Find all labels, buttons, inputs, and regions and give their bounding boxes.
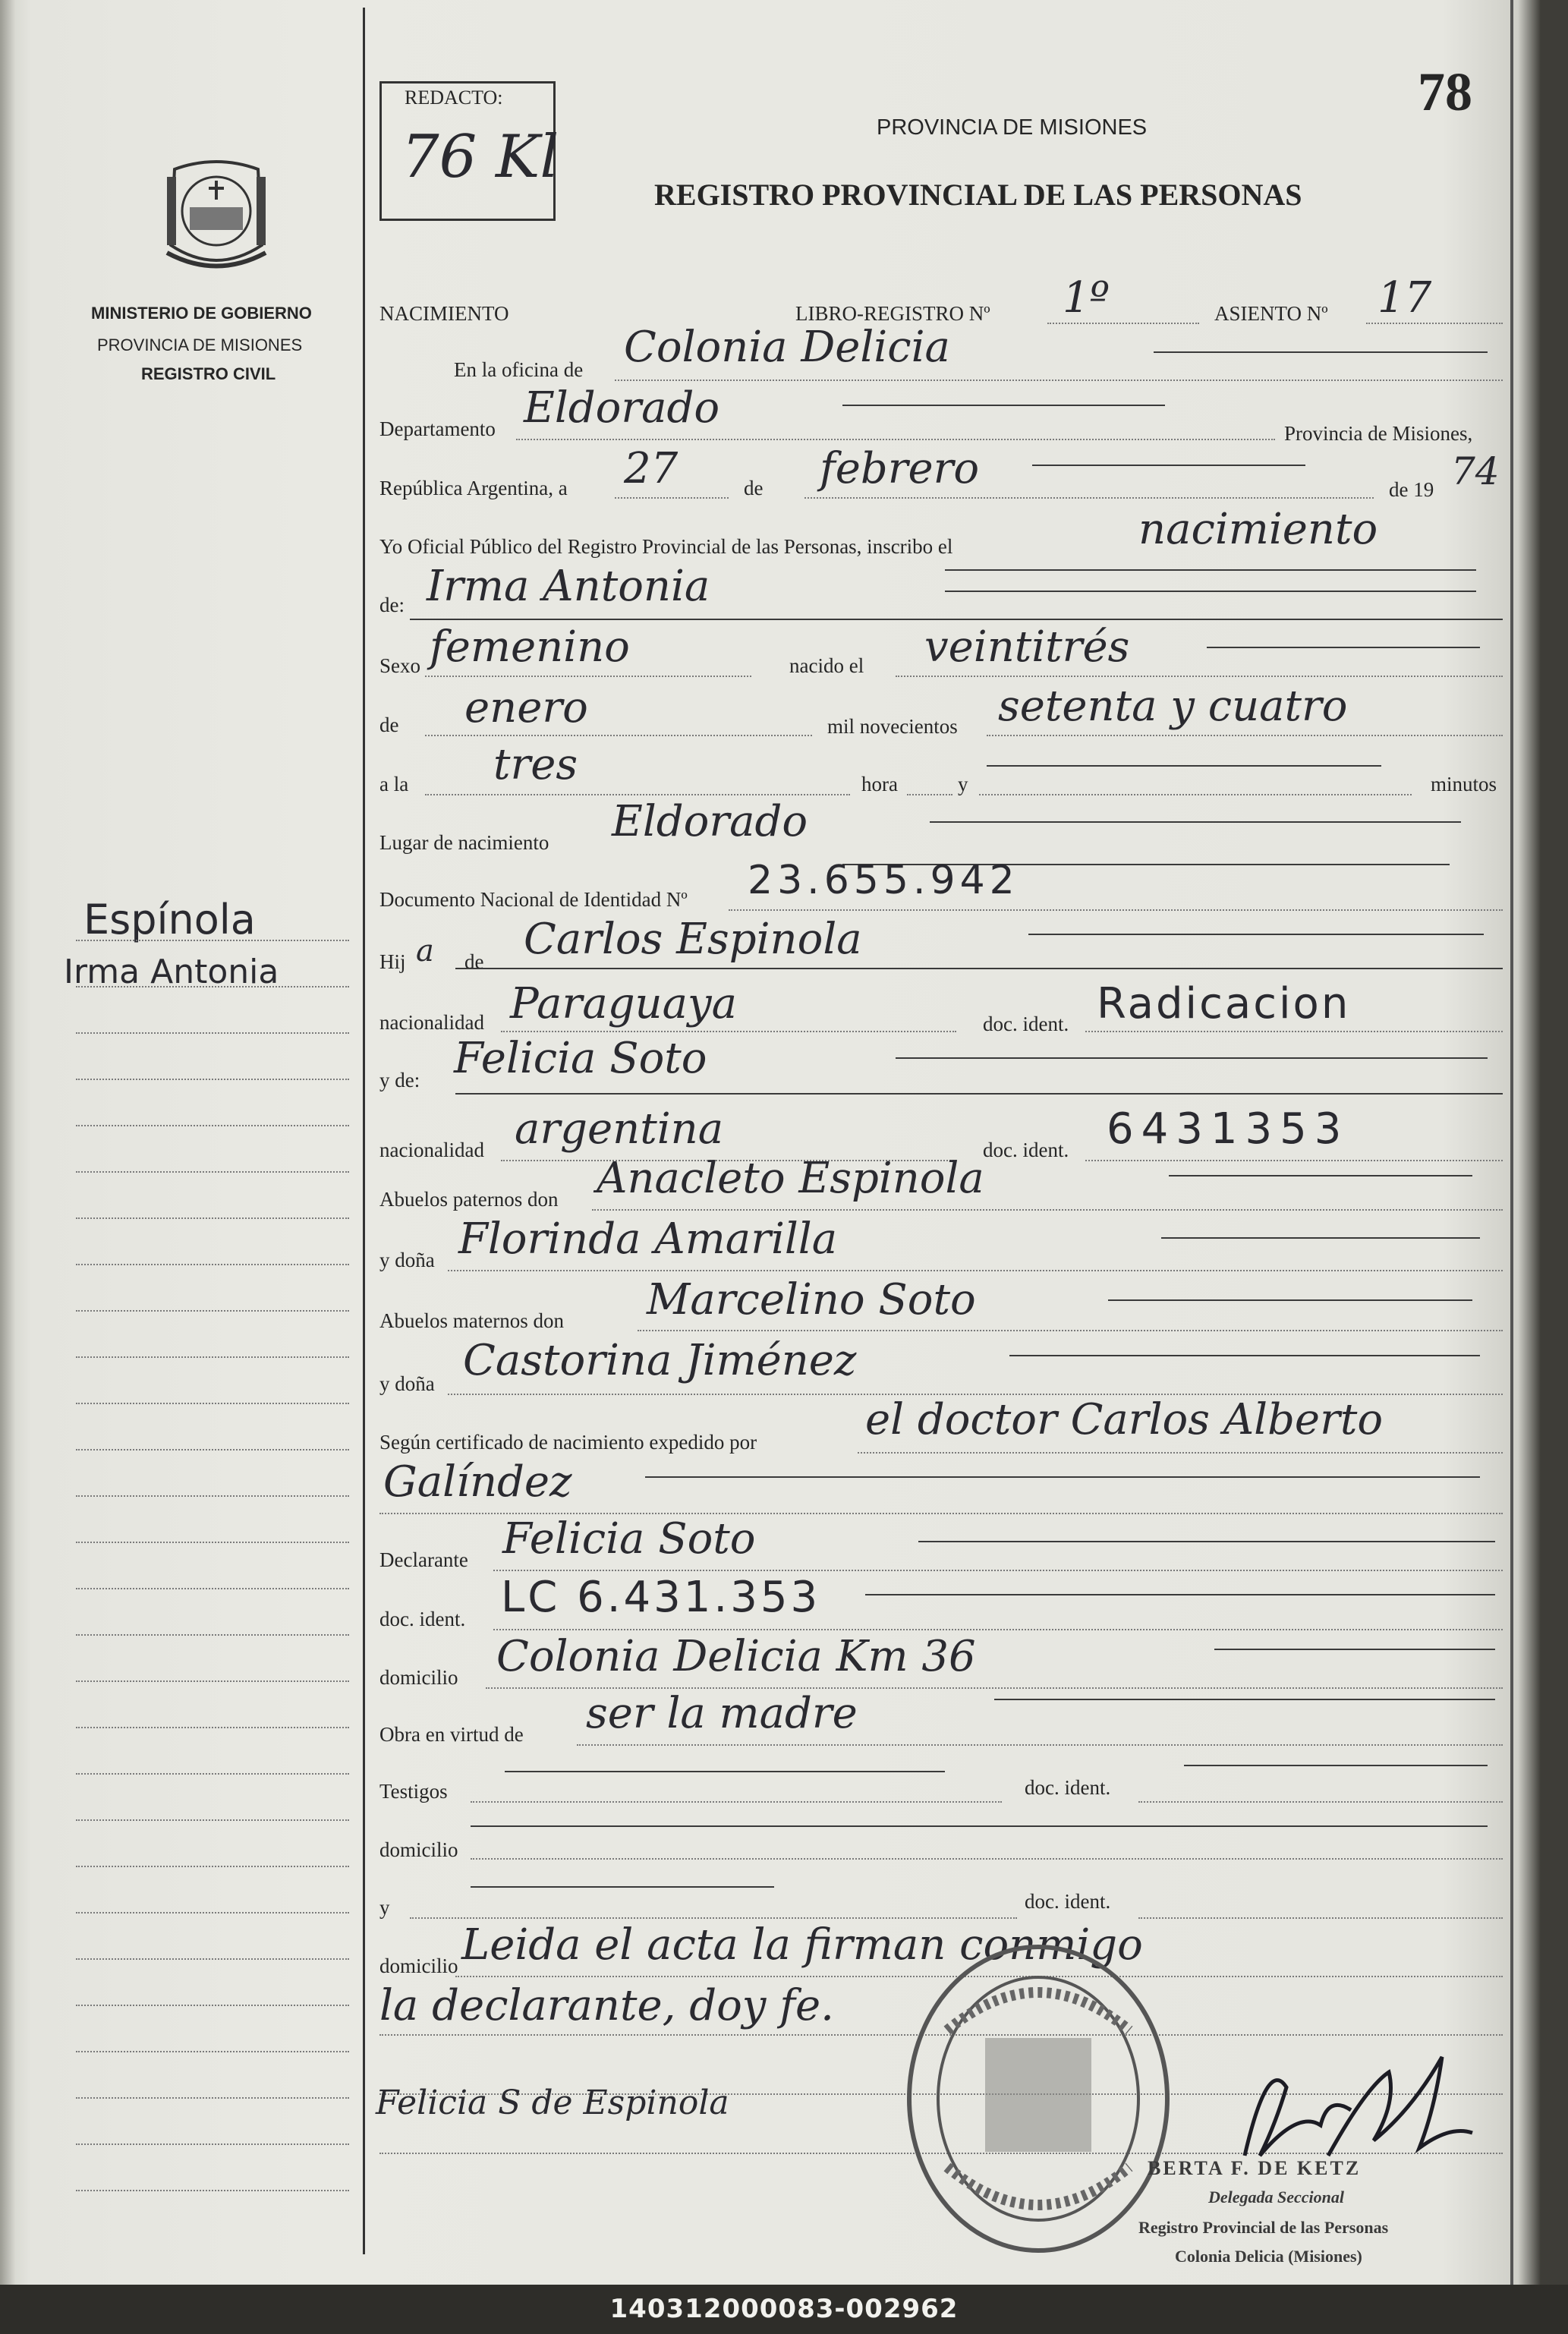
rule-certificado-2 [645, 1476, 1480, 1478]
dots-testigos [471, 1801, 1002, 1803]
rule-abuela-pat [1161, 1237, 1480, 1239]
rule-domicilio [1214, 1649, 1495, 1650]
index-line [76, 1171, 349, 1173]
label-documento: Documento Nacional de Identidad Nº [379, 888, 688, 911]
provincial-emblem-icon [159, 154, 273, 279]
sidebar-civil: REGISTRO CIVIL [141, 364, 276, 383]
label-nacionalidad-padre: nacionalidad [379, 1011, 484, 1034]
label-y-dona-mat: y doña [379, 1372, 435, 1395]
value-abuelo-pat: Anacleto Espinola [597, 1154, 984, 1203]
label-doc-ident-declarante: doc. ident. [379, 1608, 466, 1630]
index-line [76, 1680, 349, 1682]
redacto-value: 76 Kl [401, 123, 559, 191]
index-line [76, 1125, 349, 1126]
index-line [76, 1866, 349, 1867]
margin-divider [363, 8, 365, 2254]
value-hij-suffix: a [416, 934, 434, 969]
label-a-la: a la [379, 773, 409, 795]
rule-obra [994, 1699, 1495, 1700]
rule-domicilio-testigo [471, 1825, 1488, 1827]
dots-declarante [493, 1570, 1503, 1571]
value-padre: Carlos Espinola [524, 915, 862, 964]
value-abuelo-mat: Marcelino Soto [647, 1275, 976, 1324]
rule-madre-1 [896, 1057, 1488, 1059]
label-departamento: Departamento [379, 417, 496, 440]
rule-declarante [918, 1541, 1495, 1542]
value-declarante: Felicia Soto [502, 1514, 756, 1564]
label-oficina: En la oficina de [454, 358, 584, 381]
rule-padre-2 [455, 968, 1503, 969]
index-line [76, 2190, 349, 2191]
label-minutos: minutos [1431, 773, 1497, 795]
label-abuelos-maternos: Abuelos maternos don [379, 1309, 564, 1332]
value-nac-madre: argentina [515, 1104, 724, 1154]
label-mil-novecientos: mil novecientos [827, 715, 958, 738]
value-domicilio: Colonia Delicia Km 36 [496, 1632, 976, 1681]
index-line [76, 1542, 349, 1543]
dots-abuelo-pat [592, 1209, 1503, 1211]
index-line [76, 1727, 349, 1728]
rule-departamento [842, 405, 1165, 406]
label-y-dona-pat: y doña [379, 1249, 435, 1271]
label-doc-ident-madre: doc. ident. [983, 1139, 1069, 1161]
value-madre: Felicia Soto [454, 1034, 707, 1083]
dots-y-testigo [410, 1917, 1017, 1919]
rule-minutos [987, 765, 1381, 767]
index-line [76, 1403, 349, 1404]
index-line [76, 1356, 349, 1358]
rule-oficina [1154, 351, 1488, 353]
redacto-label: REDACTO: [405, 87, 503, 109]
signature-declarante: Felicia S de Espinola [376, 2084, 729, 2122]
dots-asiento [1366, 323, 1503, 324]
index-line [76, 2143, 349, 2145]
rule-abuelo-pat [1169, 1175, 1472, 1176]
sidebar-ministry: MINISTERIO DE GOBIERNO [91, 304, 312, 323]
label-de19: de 19 [1389, 478, 1434, 501]
label-domicilio-testigo-2: domicilio [379, 1954, 458, 1977]
index-line [76, 1912, 349, 1914]
label-hora: hora [861, 773, 898, 795]
value-doc-declarante: LC 6.431.353 [501, 1573, 821, 1622]
index-surname: Espínola [83, 896, 256, 943]
value-closing-2: la declarante, doy fe. [379, 1981, 834, 2030]
index-line [76, 2005, 349, 2006]
dots-sexo [425, 676, 751, 677]
index-line [76, 1264, 349, 1265]
index-names: Irma Antonia [64, 953, 279, 991]
dots-nac-padre [501, 1031, 956, 1032]
index-line [76, 1495, 349, 1497]
label-nacionalidad-madre: nacionalidad [379, 1139, 484, 1161]
label-testigos: Testigos [379, 1780, 448, 1803]
value-certificado-2: Galíndez [383, 1457, 572, 1507]
header-province: PROVINCIA DE MISIONES [877, 115, 1148, 140]
rule-testigos [505, 1771, 945, 1772]
value-asiento: 17 [1378, 273, 1432, 323]
dots-doc-madre [1085, 1160, 1503, 1161]
label-hij: Hij [379, 950, 406, 973]
dots-obra [577, 1744, 1503, 1746]
rule-abuela-mat [1009, 1355, 1480, 1356]
value-departamento: Eldorado [524, 383, 720, 433]
stamp-role: Delegada Seccional [1208, 2188, 1345, 2206]
value-mes: febrero [820, 444, 980, 493]
label-segun: Según certificado de nacimiento expedido por [379, 1431, 757, 1454]
value-anio-nac: setenta y cuatro [998, 682, 1348, 731]
value-oficina: Colonia Delicia [624, 323, 950, 372]
rule-madre-2 [455, 1093, 1503, 1095]
dots-doc-testigo [1138, 1801, 1503, 1803]
dots-doc-declarante [493, 1629, 1503, 1630]
index-line [76, 2051, 349, 2052]
index-line [76, 1958, 349, 1960]
dots-certificado [858, 1452, 1503, 1454]
rule-nacido-el [1207, 647, 1480, 648]
stamp-name: BERTA F. DE KETZ [1148, 2157, 1362, 2179]
index-line [76, 1588, 349, 1589]
index-line [76, 1217, 349, 1219]
header-registry: REGISTRO PROVINCIAL DE LAS PERSONAS [654, 178, 1302, 212]
dots-anio-nac [987, 735, 1503, 736]
dots-dia [615, 497, 729, 499]
label-domicilio-testigo: domicilio [379, 1838, 458, 1861]
dots-doc-padre [1085, 1031, 1503, 1032]
label-doc-ident-testigo: doc. ident. [1025, 1776, 1111, 1799]
index-line [76, 1310, 349, 1312]
label-de-hij: de [464, 950, 484, 973]
label-abuelos-paternos: Abuelos paternos don [379, 1188, 559, 1211]
dots-dni [729, 909, 1503, 911]
label-doc-ident-testigo-2: doc. ident. [1025, 1890, 1111, 1913]
label-libro: LIBRO-REGISTRO Nº [795, 302, 990, 325]
rule-lugar-1 [930, 821, 1461, 823]
label-y-de: y de: [379, 1069, 420, 1091]
rule-inscribo [945, 569, 1476, 571]
label-asiento: ASIENTO Nº [1214, 302, 1328, 325]
label-yo-oficial: Yo Oficial Público del Registro Provincial de las Personas, inscribo el [379, 535, 953, 558]
label-declarante: Declarante [379, 1548, 468, 1571]
value-doc-madre: 6431353 [1107, 1104, 1349, 1154]
value-sexo: femenino [430, 622, 630, 672]
dots-departamento [516, 439, 1275, 440]
value-closing-1: Leida el acta la firman conmigo [461, 1920, 1143, 1970]
label-obra: Obra en virtud de [379, 1723, 524, 1746]
value-abuela-mat: Castorina Jiménez [463, 1336, 857, 1385]
value-mes-nac: enero [464, 683, 588, 732]
dots-nacido-el [896, 676, 1503, 677]
value-nacido-el: veintitrés [924, 622, 1130, 672]
dots-oficina [615, 380, 1503, 381]
page-right-edge [1510, 0, 1513, 2285]
label-sexo: Sexo [379, 654, 420, 677]
dots-minutos [979, 794, 1412, 795]
dots-abuelo-mat [638, 1330, 1503, 1331]
index-line [76, 940, 349, 941]
index-line [76, 1819, 349, 1821]
rule-y-testigo [471, 1886, 774, 1888]
rule-nombre-1 [945, 591, 1476, 592]
rule-doc-declarante [865, 1594, 1495, 1595]
stamp-office: Registro Provincial de las Personas [1138, 2218, 1389, 2237]
value-inscribo: nacimiento [1138, 505, 1378, 554]
value-dni: 23.655.942 [748, 858, 1019, 903]
value-doc-padre: Radicacion [1097, 979, 1351, 1028]
label-nacimiento: NACIMIENTO [379, 302, 509, 325]
label-de-mes-nac: de [379, 713, 399, 736]
rule-nombre-2 [410, 619, 1503, 620]
value-nombre: Irma Antonia [427, 562, 710, 611]
dots-mes [804, 497, 1374, 499]
dots-libro [1047, 323, 1199, 324]
dots-hora-2 [907, 794, 952, 795]
label-de-colon: de: [379, 594, 405, 616]
page-number: 78 [1418, 61, 1472, 122]
value-anio: 74 [1451, 449, 1500, 493]
label-doc-ident-padre: doc. ident. [983, 1013, 1069, 1035]
stamp-place: Colonia Delicia (Misiones) [1175, 2247, 1362, 2266]
label-de: de [744, 477, 764, 499]
value-dia: 27 [624, 444, 679, 493]
label-provincia: Provincia de Misiones, [1284, 422, 1473, 445]
value-lugar: Eldorado [612, 797, 808, 846]
rule-padre-1 [1028, 934, 1484, 935]
index-line [76, 1079, 349, 1080]
index-line [76, 1634, 349, 1636]
rule-mes [1032, 465, 1305, 466]
index-line [76, 1032, 349, 1034]
dots-mes-nac [425, 735, 812, 736]
footer-id: 140312000083-002962 [609, 2294, 959, 2324]
binding-edge [0, 0, 15, 2285]
label-nacido-el: nacido el [789, 654, 864, 677]
dots-abuela-pat [448, 1270, 1503, 1271]
value-obra: ser la madre [586, 1689, 858, 1738]
value-libro: 1º [1063, 273, 1110, 323]
dots-doc-testigo-2 [1138, 1917, 1503, 1919]
label-y-testigo: y [379, 1896, 390, 1919]
value-certificado: el doctor Carlos Alberto [865, 1395, 1384, 1444]
label-lugar: Lugar de nacimiento [379, 831, 549, 854]
index-line [76, 986, 349, 987]
label-republica: República Argentina, a [379, 477, 568, 499]
value-hora: tres [493, 740, 578, 789]
dots-hora [425, 794, 850, 795]
rule-abuelo-mat [1108, 1299, 1472, 1301]
index-line [76, 1449, 349, 1450]
value-abuela-pat: Florinda Amarilla [458, 1214, 838, 1264]
index-line [76, 1773, 349, 1775]
value-nac-padre: Paraguaya [510, 979, 738, 1028]
signature-official [1214, 2042, 1503, 2171]
index-line [76, 2097, 349, 2099]
label-domicilio: domicilio [379, 1666, 458, 1689]
label-y: y [958, 773, 968, 795]
dots-domicilio-testigo [471, 1858, 1503, 1860]
redacto-box [379, 81, 559, 221]
footer-bar [0, 2285, 1568, 2334]
official-seal [902, 1939, 1175, 2258]
rule-doc-testigo [1184, 1765, 1488, 1766]
sidebar-province: PROVINCIA DE MISIONES [97, 335, 303, 354]
